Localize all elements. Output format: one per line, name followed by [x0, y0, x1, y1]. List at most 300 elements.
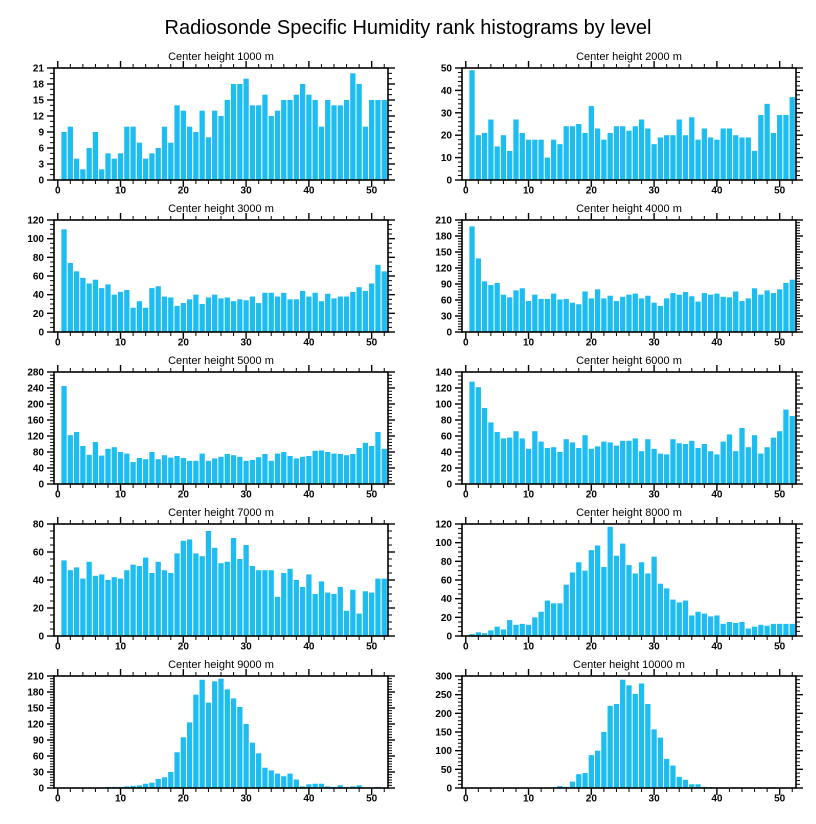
subplot-3: [0, 202, 408, 354]
histogram-bar: [714, 454, 719, 484]
main-title: Radiosonde Specific Humidity rank histograms by level: [164, 16, 652, 39]
histogram-bar: [382, 100, 387, 180]
histogram-bar: [501, 135, 506, 180]
histogram-bar: [670, 766, 675, 788]
histogram-bar: [99, 169, 104, 180]
histogram-bar: [752, 435, 757, 484]
histogram-bar: [181, 303, 186, 332]
histogram-bar: [721, 442, 726, 484]
histogram-bar: [746, 447, 751, 484]
y-axis-tick-label: 40: [440, 85, 452, 97]
histogram-bar: [363, 127, 368, 180]
histogram-bar: [231, 698, 236, 788]
histogram-bar: [256, 753, 261, 788]
x-axis-tick-label: 40: [303, 641, 315, 653]
histogram-bar: [225, 689, 230, 788]
histogram-bar: [639, 562, 644, 636]
subplot-canvas: [408, 506, 816, 658]
histogram-bar: [237, 457, 242, 484]
histogram-bar: [469, 70, 474, 180]
histogram-bar: [319, 450, 324, 484]
y-axis-tick-label: 120: [27, 719, 44, 731]
histogram-bar: [564, 439, 569, 484]
histogram-bar: [112, 159, 117, 180]
histogram-bar: [356, 84, 361, 180]
histogram-bar: [658, 306, 663, 332]
histogram-bar: [319, 301, 324, 332]
histogram-bar: [250, 743, 255, 788]
histogram-bar: [275, 454, 280, 484]
y-axis-tick-label: 100: [435, 399, 452, 411]
histogram-bar: [181, 541, 186, 636]
histogram-bar: [287, 774, 292, 788]
subplot-title: Center height 7000 m: [168, 507, 274, 519]
histogram-bar: [325, 452, 330, 484]
histogram-bar: [695, 302, 700, 332]
histogram-bar: [564, 299, 569, 332]
y-axis-tick-label: 50: [440, 764, 452, 776]
histogram-bar: [237, 559, 242, 636]
histogram-bar: [670, 439, 675, 484]
y-axis-tick-label: 12: [32, 111, 44, 123]
histogram-bar: [87, 148, 92, 180]
histogram-bar: [231, 301, 236, 332]
histogram-bar: [651, 303, 656, 332]
histogram-bar: [87, 455, 92, 484]
x-axis-tick-label: 10: [522, 641, 535, 653]
histogram-bar: [93, 576, 98, 636]
histogram-bar: [777, 431, 782, 484]
histogram-bar: [664, 588, 669, 636]
histogram-bar: [758, 625, 763, 636]
x-axis-tick-label: 10: [522, 337, 535, 349]
histogram-bar: [300, 457, 305, 484]
histogram-bar: [658, 584, 663, 636]
histogram-bar: [702, 444, 707, 484]
histogram-bar: [545, 601, 550, 636]
histogram-bar: [61, 132, 66, 180]
histogram-bar: [350, 590, 355, 636]
histogram-bar: [614, 704, 619, 788]
y-axis-tick-label: 20: [440, 463, 452, 475]
histogram-bar: [545, 299, 550, 332]
histogram-bar: [557, 299, 562, 332]
histogram-bar: [733, 451, 738, 484]
histogram-bar: [488, 120, 493, 180]
subplot-title: Center height 3000 m: [168, 203, 274, 215]
histogram-bar: [520, 624, 525, 636]
x-axis-tick-label: 50: [774, 185, 786, 197]
histogram-bar: [601, 442, 606, 484]
x-axis-tick-label: 50: [774, 489, 786, 501]
histogram-bar: [344, 611, 349, 636]
histogram-bar: [746, 629, 751, 636]
x-axis-tick-label: 50: [366, 185, 378, 197]
histogram-bar: [689, 117, 694, 180]
histogram-bar: [601, 298, 606, 332]
histogram-bar: [137, 301, 142, 332]
x-axis-tick-label: 20: [585, 185, 597, 197]
histogram-bar: [582, 291, 587, 332]
y-axis-tick-label: 20: [32, 603, 44, 615]
histogram-bar: [193, 461, 198, 484]
histogram-bar: [344, 100, 349, 180]
x-axis-tick-label: 30: [240, 185, 252, 197]
x-axis-tick-label: 0: [54, 489, 61, 501]
histogram-bar: [551, 447, 556, 484]
histogram-bar: [633, 694, 638, 788]
y-axis-tick-label: 60: [32, 751, 44, 763]
histogram-bar: [256, 105, 261, 180]
histogram-bar: [212, 111, 217, 180]
subplot-title: Center height 5000 m: [168, 355, 274, 367]
x-axis-tick-label: 0: [54, 185, 61, 197]
x-axis-tick-label: 20: [585, 489, 597, 501]
y-axis-tick-label: 0: [446, 327, 452, 339]
histogram-bar: [608, 442, 613, 484]
histogram-bar: [739, 622, 744, 636]
histogram-bar: [482, 408, 487, 484]
histogram-bar: [250, 460, 255, 484]
y-axis-tick-label: 80: [32, 252, 44, 264]
histogram-bar: [727, 297, 732, 332]
histogram-bar: [118, 579, 123, 636]
x-axis-tick-label: 10: [114, 793, 127, 805]
histogram-bar: [313, 451, 318, 484]
histogram-bar: [200, 454, 205, 484]
histogram-bar: [275, 597, 280, 636]
histogram-bar: [369, 100, 374, 180]
x-axis-tick-label: 40: [711, 489, 723, 501]
y-axis-tick-label: 120: [435, 263, 452, 275]
histogram-bar: [338, 587, 343, 636]
histogram-bar: [582, 435, 587, 484]
histogram-bar: [764, 447, 769, 484]
y-axis-tick-label: 80: [440, 556, 452, 568]
histogram-bar: [375, 579, 380, 636]
histogram-bar: [689, 296, 694, 332]
x-axis-tick-label: 10: [114, 489, 127, 501]
histogram-bar: [218, 457, 223, 484]
histogram-bar: [501, 295, 506, 332]
histogram-bar: [683, 780, 688, 788]
histogram-bar: [570, 303, 575, 332]
histogram-bar: [727, 622, 732, 636]
histogram-bar: [664, 298, 669, 332]
histogram-bar: [338, 297, 343, 332]
histogram-bar: [777, 115, 782, 180]
histogram-bar: [105, 284, 110, 332]
histogram-bar: [325, 593, 330, 636]
histogram-bar: [670, 293, 675, 332]
x-axis-tick-label: 50: [774, 793, 786, 805]
x-axis-tick-label: 30: [648, 641, 660, 653]
y-axis-tick-label: 40: [32, 463, 44, 475]
y-axis-tick-label: 250: [435, 690, 452, 702]
y-axis-tick-label: 10: [440, 153, 452, 165]
histogram-bar: [61, 560, 66, 636]
histogram-bar: [695, 140, 700, 180]
x-axis-tick-label: 0: [462, 641, 469, 653]
y-axis-tick-label: 9: [38, 127, 44, 139]
histogram-bar: [495, 283, 500, 332]
histogram-bar: [275, 111, 280, 180]
x-axis-tick-label: 50: [366, 337, 378, 349]
histogram-bar: [771, 624, 776, 636]
histogram-bar: [331, 594, 336, 636]
histogram-bar: [130, 127, 135, 180]
histogram-bar: [237, 84, 242, 180]
subplot-canvas: [408, 354, 816, 506]
histogram-bar: [112, 577, 117, 636]
histogram-bar: [231, 84, 236, 180]
y-axis-tick-label: 21: [32, 63, 44, 75]
histogram-bar: [313, 293, 318, 332]
histogram-bar: [149, 452, 154, 484]
histogram-bar: [174, 752, 179, 788]
subplot-title: Center height 6000 m: [576, 355, 682, 367]
histogram-bar: [118, 292, 123, 332]
histogram-bar: [595, 545, 600, 636]
histogram-bar: [520, 133, 525, 180]
histogram-bar: [683, 601, 688, 636]
y-axis-tick-label: 150: [435, 247, 452, 259]
y-axis-tick-label: 140: [435, 367, 452, 379]
histogram-bar: [513, 290, 518, 332]
histogram-bar: [721, 128, 726, 180]
subplot-4: [408, 202, 816, 354]
histogram-bar: [614, 446, 619, 484]
y-axis-tick-label: 6: [38, 143, 44, 155]
histogram-bar: [306, 297, 311, 332]
subplot-9: [0, 658, 408, 810]
y-axis-tick-label: 280: [27, 367, 44, 379]
y-axis-tick-label: 60: [32, 547, 44, 559]
x-axis-tick-label: 40: [711, 337, 723, 349]
histogram-bar: [262, 95, 267, 180]
histogram-bar: [356, 287, 361, 332]
histogram-bar: [174, 456, 179, 484]
histogram-bar: [325, 100, 330, 180]
histogram-bar: [476, 135, 481, 180]
histogram-bar: [80, 579, 85, 636]
x-axis-tick-label: 20: [177, 489, 189, 501]
histogram-bar: [269, 570, 274, 636]
histogram-bar: [149, 288, 154, 332]
x-axis-tick-label: 30: [240, 641, 252, 653]
histogram-bar: [112, 295, 117, 332]
histogram-bar: [733, 135, 738, 180]
histogram-bar: [689, 441, 694, 484]
histogram-bar: [174, 553, 179, 636]
y-axis-tick-label: 150: [27, 703, 44, 715]
histogram-bar: [526, 140, 531, 180]
histogram-bar: [570, 782, 575, 788]
histogram-bar: [68, 263, 73, 332]
histogram-bar: [331, 454, 336, 484]
histogram-bar: [168, 573, 173, 636]
histogram-bar: [206, 703, 211, 788]
histogram-bar: [513, 120, 518, 180]
y-axis-tick-label: 100: [435, 538, 452, 550]
histogram-bar: [262, 293, 267, 332]
x-axis-tick-label: 20: [177, 641, 189, 653]
histogram-bar: [614, 301, 619, 332]
histogram-bar: [363, 591, 368, 636]
histogram-bar: [193, 132, 198, 180]
histogram-bar: [601, 732, 606, 788]
subplot-8: [408, 506, 816, 658]
histogram-bar: [727, 434, 732, 484]
x-axis-tick-label: 50: [366, 793, 378, 805]
histogram-bar: [601, 567, 606, 636]
x-axis-tick-label: 20: [585, 793, 597, 805]
histogram-bar: [495, 627, 500, 636]
histogram-bar: [225, 454, 230, 484]
histogram-bar: [218, 298, 223, 332]
histogram-bar: [595, 446, 600, 484]
x-axis-tick-label: 10: [114, 641, 127, 653]
subplot-title: Center height 4000 m: [576, 203, 682, 215]
histogram-bar: [105, 153, 110, 180]
histogram-bar: [325, 294, 330, 332]
histogram-bar: [300, 587, 305, 636]
histogram-bar: [746, 137, 751, 180]
histogram-bar: [551, 603, 556, 636]
histogram-bar: [130, 565, 135, 636]
x-axis-tick-label: 0: [462, 489, 469, 501]
histogram-bar: [488, 422, 493, 484]
histogram-bar: [250, 297, 255, 332]
histogram-bar: [369, 593, 374, 636]
histogram-bar: [256, 303, 261, 332]
histogram-bar: [212, 548, 217, 636]
histogram-bar: [87, 562, 92, 636]
y-axis-tick-label: 15: [32, 95, 44, 107]
histogram-bar: [156, 459, 161, 484]
subplot-canvas: [0, 354, 408, 506]
y-axis-tick-label: 210: [435, 215, 452, 227]
histogram-bar: [313, 594, 318, 636]
histogram-bar: [363, 291, 368, 332]
charts-grid: [0, 50, 816, 810]
histogram-bar: [143, 558, 148, 636]
histogram-bar: [218, 563, 223, 636]
histogram-bar: [356, 614, 361, 636]
histogram-bar: [118, 153, 123, 180]
histogram-bar: [476, 258, 481, 332]
histogram-bar: [677, 602, 682, 636]
histogram-bar: [99, 288, 104, 332]
histogram-bar: [683, 444, 688, 484]
histogram-bar: [752, 288, 757, 332]
histogram-bar: [582, 133, 587, 180]
x-axis-tick-label: 50: [366, 489, 378, 501]
histogram-bar: [287, 456, 292, 484]
histogram-bar: [206, 531, 211, 636]
histogram-bar: [532, 295, 537, 332]
histogram-bar: [68, 570, 73, 636]
y-axis-tick-label: 120: [435, 383, 452, 395]
subplot-2: [408, 50, 816, 202]
histogram-bar: [275, 774, 280, 788]
histogram-bar: [683, 135, 688, 180]
histogram-bar: [488, 630, 493, 636]
histogram-bar: [557, 603, 562, 636]
y-axis-tick-label: 60: [32, 271, 44, 283]
histogram-bar: [80, 169, 85, 180]
y-axis-tick-label: 30: [32, 767, 44, 779]
histogram-bar: [683, 292, 688, 332]
y-axis-tick-label: 18: [32, 79, 44, 91]
histogram-bar: [256, 457, 261, 484]
histogram-bar: [777, 289, 782, 332]
histogram-bar: [212, 681, 217, 788]
histogram-bar: [124, 290, 129, 332]
histogram-bar: [187, 461, 192, 484]
histogram-bar: [626, 131, 631, 180]
y-axis-tick-label: 80: [32, 519, 44, 531]
histogram-bar: [168, 772, 173, 788]
histogram-bar: [331, 105, 336, 180]
histogram-bar: [570, 442, 575, 484]
histogram-bar: [532, 140, 537, 180]
histogram-bar: [626, 565, 631, 636]
histogram-bar: [68, 127, 73, 180]
subplot-canvas: [0, 50, 408, 202]
histogram-bar: [507, 297, 512, 332]
histogram-bar: [300, 84, 305, 180]
histogram-bar: [61, 229, 66, 332]
histogram-bar: [206, 297, 211, 332]
histogram-bar: [695, 612, 700, 636]
histogram-bar: [350, 292, 355, 332]
histogram-bar: [218, 116, 223, 180]
x-axis-tick-label: 30: [648, 793, 660, 805]
histogram-bar: [168, 143, 173, 180]
histogram-bar: [526, 301, 531, 332]
histogram-bar: [538, 442, 543, 484]
histogram-bar: [338, 105, 343, 180]
histogram-bar: [589, 449, 594, 484]
y-axis-tick-label: 30: [440, 311, 452, 323]
histogram-bar: [294, 779, 299, 788]
histogram-bar: [790, 97, 795, 180]
y-axis-tick-label: 160: [27, 415, 44, 427]
histogram-bar: [231, 455, 236, 484]
histogram-bar: [639, 683, 644, 788]
histogram-bar: [790, 416, 795, 484]
y-axis-tick-label: 20: [440, 130, 452, 142]
histogram-bar: [99, 574, 104, 636]
y-axis-tick-label: 40: [440, 594, 452, 606]
x-axis-tick-label: 50: [774, 641, 786, 653]
histogram-bar: [187, 127, 192, 180]
histogram-bar: [620, 544, 625, 636]
histogram-bar: [200, 556, 205, 636]
histogram-bar: [275, 297, 280, 332]
histogram-bar: [545, 158, 550, 180]
y-axis-tick-label: 0: [38, 327, 44, 339]
histogram-bar: [777, 624, 782, 636]
histogram-bar: [231, 538, 236, 636]
x-axis-tick-label: 0: [54, 793, 61, 805]
histogram-bar: [746, 298, 751, 332]
x-axis-tick-label: 0: [462, 185, 469, 197]
y-axis-tick-label: 120: [27, 431, 44, 443]
histogram-bar: [695, 448, 700, 484]
histogram-bar: [608, 296, 613, 332]
